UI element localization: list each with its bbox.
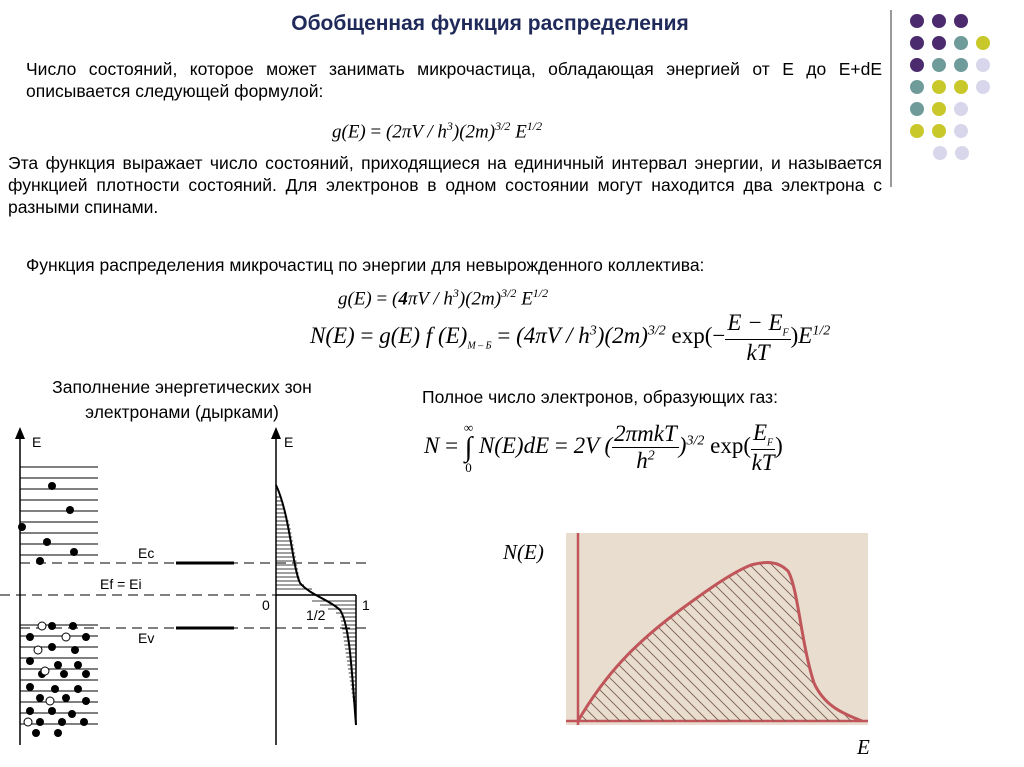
- electron-dot: [48, 643, 56, 651]
- band-diagram: [0, 425, 400, 755]
- decorative-dot: [910, 124, 924, 138]
- hole-dot: [38, 622, 46, 630]
- hole-dot: [62, 633, 70, 641]
- band-diagram-caption: [12, 375, 352, 425]
- band-caption-line1: Заполнение энергетических зон: [52, 377, 312, 397]
- electron-dot: [48, 482, 56, 490]
- electron-dot: [26, 633, 34, 641]
- decorative-dot: [910, 58, 924, 72]
- decorative-dot: [932, 14, 946, 28]
- divider-line: [890, 10, 892, 187]
- ne-hatch-line: [566, 533, 657, 725]
- ne-hatch-line: [828, 533, 868, 725]
- fermi-half-label: 1/2: [306, 607, 326, 623]
- electron-dot: [36, 694, 44, 702]
- electron-dot: [82, 670, 90, 678]
- decorative-dot: [910, 80, 924, 94]
- electron-dot: [26, 683, 34, 691]
- formula-total-electrons: N = ∞ ∫ 0 N(E)dE = 2V ( $\frac{\text{2πmkT}}{h^2}$ )$^{3/2}$ exp( $\frac{E_F}{kT}$ ): [424, 419, 783, 475]
- electron-dot: [62, 694, 70, 702]
- ne-hatch-line: [566, 533, 602, 725]
- ne-curve: [578, 563, 862, 721]
- ne-hatch-line: [685, 533, 868, 725]
- band-axis-right-label: E: [284, 434, 294, 450]
- decorative-dot: [910, 102, 924, 116]
- decorative-dot: [954, 124, 968, 138]
- ec-label: Ec: [138, 545, 155, 561]
- decorative-dot: [976, 36, 990, 50]
- ne-hatch-line: [575, 533, 767, 725]
- electron-dot: [74, 661, 82, 669]
- electron-dot: [58, 718, 66, 726]
- ef-label: Ef = Ei: [100, 576, 142, 592]
- subscript-mb: М – Б: [467, 340, 492, 352]
- decorative-dot: [933, 146, 947, 160]
- decorative-dot: [954, 36, 968, 50]
- decorative-dot: [910, 14, 924, 28]
- electron-dot: [60, 670, 68, 678]
- electron-dot: [74, 685, 82, 693]
- decorative-dot: [932, 58, 946, 72]
- fermi-one-label: 1: [362, 597, 370, 613]
- electron-dot: [43, 538, 51, 546]
- ne-hatch-line: [566, 533, 569, 725]
- electron-dot: [82, 633, 90, 641]
- electron-dot: [36, 718, 44, 726]
- gas-caption: Полное число электронов, образующих газ:: [422, 387, 778, 407]
- decorative-dot: [932, 102, 946, 116]
- ne-hatch-line: [795, 533, 868, 725]
- ne-hatch-line: [784, 533, 868, 725]
- electron-dot: [68, 710, 76, 718]
- ne-hatch-line: [566, 533, 635, 725]
- paragraph-explanation: Эта функция выражает число состояний, приходящиеся на единичный интервал энергии, и называется функцией плотности состояний. Для электронов в одном состоянии могут находится два электрона с разными спинами.: [8, 153, 882, 217]
- electron-dot: [51, 685, 59, 693]
- fermi-zero-label: 0: [262, 597, 270, 613]
- decorative-dot: [910, 36, 924, 50]
- decorative-dot: [955, 146, 969, 160]
- conduction-band-levels: [20, 467, 98, 555]
- decorative-dot: [954, 58, 968, 72]
- ne-hatch-line: [619, 533, 811, 725]
- electron-dot: [18, 523, 26, 531]
- band-axis-left-arrow: [15, 427, 25, 439]
- page-title: Обобщенная функция распределения: [291, 12, 689, 35]
- ne-hatch-line: [630, 533, 822, 725]
- ne-plot: [566, 533, 868, 725]
- hole-dot: [41, 667, 49, 675]
- electron-dot: [69, 622, 77, 630]
- hole-dot: [46, 697, 54, 705]
- electron-dot: [48, 622, 56, 630]
- ne-hatch-line: [586, 533, 778, 725]
- band-axis-right-arrow: [271, 427, 281, 439]
- electron-dot: [32, 729, 40, 737]
- electron-dot: [48, 707, 56, 715]
- electron-dot: [70, 548, 78, 556]
- decorative-dot: [932, 124, 946, 138]
- decorative-dot: [954, 102, 968, 116]
- ne-hatch-line: [641, 533, 833, 725]
- decorative-dot: [976, 80, 990, 94]
- paragraph-distribution: Функция распределения микрочастиц по энергии для невырожденного коллектива:: [26, 255, 705, 275]
- electron-dot: [36, 557, 44, 565]
- decorative-dot: [954, 80, 968, 94]
- formula-distribution-function: N(E) = g(E) f $(E)_{М - Б} = (4\pi V / h^3)(2m)^{3/2}$ exp(− $\frac{E - E_F}{kT}$ )$E^{1/2}$: [310, 310, 831, 365]
- decorative-dot: [932, 80, 946, 94]
- ne-hatch-line: [729, 533, 868, 725]
- electron-dot: [54, 729, 62, 737]
- electron-dot: [71, 646, 79, 654]
- electron-dot: [26, 657, 34, 665]
- decorative-dot: [932, 36, 946, 50]
- ne-xlabel: E: [857, 735, 870, 759]
- ne-ylabel: N(E): [503, 540, 544, 564]
- decorative-dot: [954, 14, 968, 28]
- band-axis-left-label: E: [32, 434, 42, 450]
- ne-hatch-line: [817, 533, 868, 725]
- ne-hatch-line: [839, 533, 868, 725]
- ev-label: Ev: [138, 630, 155, 646]
- formula-density-of-states: $g(E) = (2\pi V / h^3)(2m)^{3/2}$ $E^{1/2}$: [332, 119, 543, 143]
- electron-dot: [26, 707, 34, 715]
- hole-dot: [24, 718, 32, 726]
- decorative-dot: [976, 58, 990, 72]
- ne-hatch-line: [861, 533, 868, 725]
- ne-hatch-line: [707, 533, 868, 725]
- formula-density-of-states-4pi: $g(E) = (4\pi V / h^3)(2m)^{3/2}$ $E^{1/2}$: [338, 286, 549, 310]
- ne-hatch-line: [652, 533, 844, 725]
- paragraph-intro: Число состояний, которое может занимать микрочастица, обладающая энергией от E до E+dE описывается следующей формулой:: [26, 59, 882, 101]
- ne-hatch-line: [566, 533, 723, 725]
- ne-hatch-line: [566, 533, 701, 725]
- electron-dot: [80, 718, 88, 726]
- ne-hatch-line: [850, 533, 868, 725]
- ne-hatch-line: [566, 533, 679, 725]
- band-caption-line2: электронами (дырками): [85, 402, 279, 422]
- electron-dot: [54, 661, 62, 669]
- electron-dot: [66, 506, 74, 514]
- fermi-hatch-upper: [276, 497, 312, 589]
- electron-dot: [82, 697, 90, 705]
- hole-dot: [34, 646, 42, 654]
